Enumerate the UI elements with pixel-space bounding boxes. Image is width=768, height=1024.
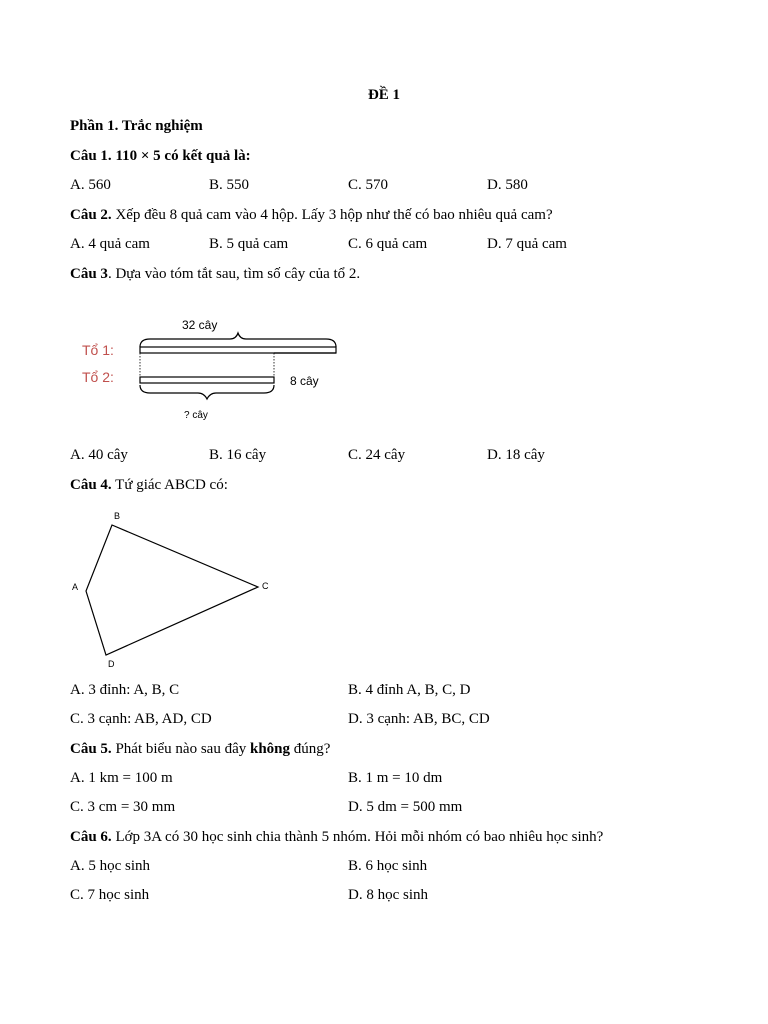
q6-option-b: B. 6 học sinh [348, 858, 428, 874]
q2-option-c: C. 6 quả cam [348, 236, 428, 252]
question-5-emphasis: không [250, 741, 291, 757]
question-5-text-before: Phát biểu nào sau đây [111, 741, 250, 757]
row1-bar [140, 347, 336, 353]
q1-option-c: C. 570 [348, 177, 389, 193]
q6-option-a: A. 5 học sinh [70, 858, 150, 874]
vertex-c: C [262, 581, 269, 591]
q1-option-d: D. 580 [487, 177, 528, 193]
q5-option-b: B. 1 m = 10 dm [348, 770, 443, 786]
diagram-diff-label: 8 cây [290, 374, 319, 388]
q2-option-b: B. 5 quả cam [209, 236, 289, 252]
question-4-label: Câu 4. [70, 477, 112, 493]
q6-option-c: C. 7 học sinh [70, 887, 150, 903]
question-3-label: Câu 3 [70, 266, 108, 282]
q5-option-c: C. 3 cm = 30 mm [70, 799, 176, 815]
q1-option-a: A. 560 [70, 177, 111, 193]
vertex-a: A [72, 582, 79, 592]
q3-option-a: A. 40 cây [70, 447, 128, 463]
q2-option-a: A. 4 quả cam [70, 236, 150, 252]
question-3 [70, 264, 360, 284]
question-2-label: Câu 2. [70, 207, 112, 223]
question-6-text: Lớp 3A có 30 học sinh chia thành 5 nhóm. Hỏi mỗi nhóm có bao nhiêu học sinh? [111, 829, 604, 845]
question-5 [70, 739, 330, 759]
bottom-brace [140, 385, 274, 399]
question-2 [70, 205, 553, 225]
q5-option-d: D. 5 dm = 500 mm [348, 799, 463, 815]
q4-option-d: D. 3 cạnh: AB, BC, CD [348, 711, 490, 727]
question-6-label: Câu 6. [70, 829, 112, 845]
question-1-label: Câu 1. [70, 148, 112, 164]
question-4-text: Tứ giác ABCD có: [111, 477, 228, 493]
q3-option-d: D. 18 cây [487, 447, 545, 463]
top-brace [140, 333, 336, 347]
question-3-text: . Dựa vào tóm tắt sau, tìm số cây của tổ 2. [107, 266, 361, 282]
diagram-row1-label: Tổ 1: [82, 342, 114, 358]
q1-option-b: B. 550 [209, 177, 250, 193]
quadrilateral-diagram [60, 505, 290, 675]
part-heading: Phần 1. Trắc nghiệm [70, 118, 203, 134]
question-5-label: Câu 5. [70, 741, 112, 757]
q6-option-d: D. 8 học sinh [348, 887, 428, 903]
vertex-b: B [114, 511, 121, 521]
page-title: ĐỀ 1 [367, 87, 401, 103]
q3-option-c: C. 24 cây [348, 447, 406, 463]
diagram-top-label: 32 cây [182, 318, 218, 332]
question-2-text: Xếp đều 8 quả cam vào 4 hộp. Lấy 3 hộp như thế có bao nhiêu quả cam? [111, 207, 553, 223]
q3-option-b: B. 16 cây [209, 447, 267, 463]
summary-diagram [60, 305, 360, 435]
q2-option-d: D. 7 quả cam [487, 236, 567, 252]
q5-option-a: A. 1 km = 100 m [70, 770, 173, 786]
diagram-bottom-label: ? cây [184, 410, 208, 421]
question-4 [70, 475, 228, 495]
question-6 [70, 827, 603, 847]
diagram-row2-label: Tổ 2: [82, 369, 114, 385]
q4-option-a: A. 3 đỉnh: A, B, C [70, 682, 180, 698]
question-1-text: 110 × 5 có kết quả là: [115, 148, 251, 164]
question-1 [70, 146, 251, 166]
vertex-d: D [108, 659, 115, 669]
q4-option-c: C. 3 cạnh: AB, AD, CD [70, 711, 212, 727]
row2-bar [140, 377, 274, 383]
q4-option-b: B. 4 đỉnh A, B, C, D [348, 682, 471, 698]
question-5-text-after: đúng? [290, 741, 331, 757]
quadrilateral-abcd [86, 525, 258, 655]
